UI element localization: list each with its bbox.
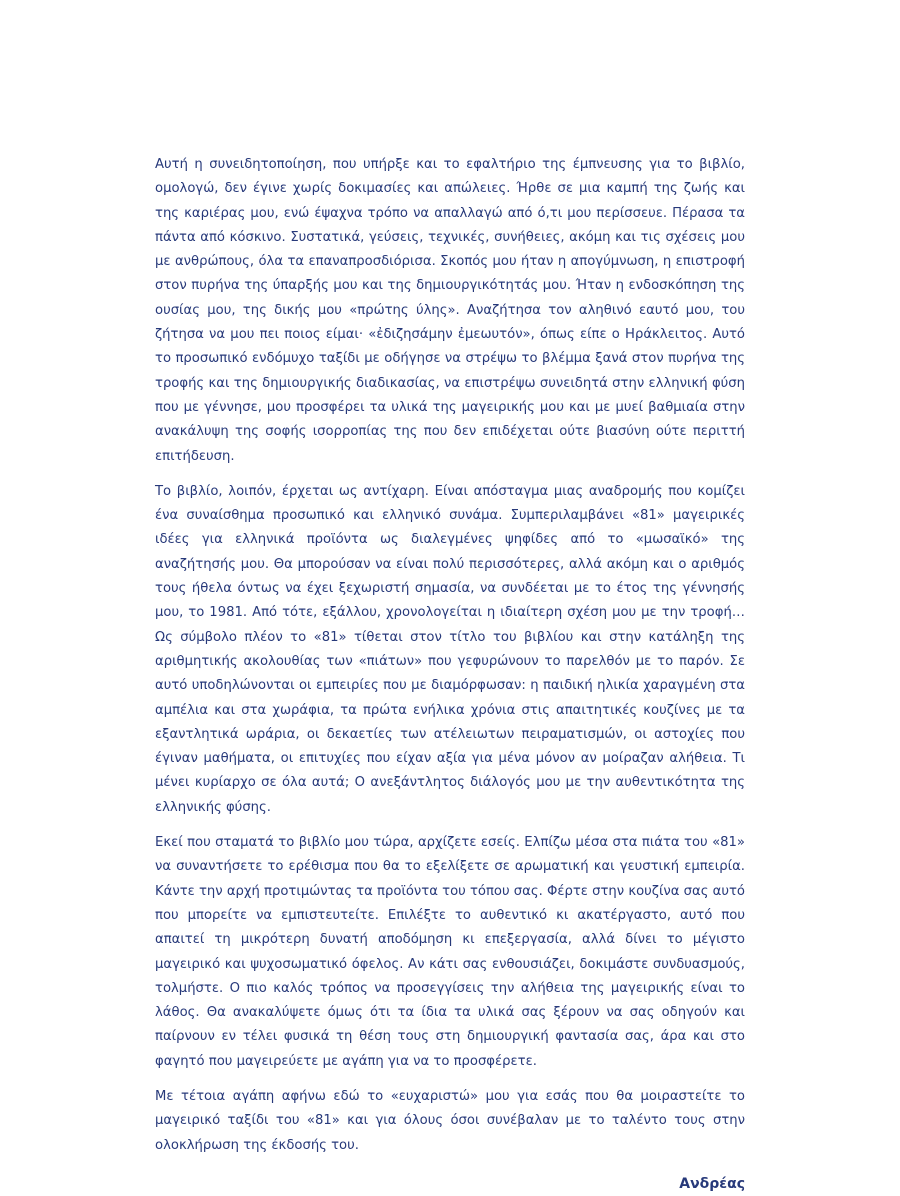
- author-signature: Ανδρέας: [679, 1175, 745, 1192]
- paragraph-3: Εκεί που σταματά το βιβλίο μου τώρα, αρχίζετε εσείς. Ελπίζω μέσα στα πιάτα του «81» να συναντήσετε το ερέθισμα που θα το εξελίξετε σε αρωματική και γευστική εμπειρία. Κάντε την αρχή προτιμώντας τα προϊόντα του τόπου σας. Φέρτε στην κουζίνα σας αυτό που μπορείτε να εμπιστευτείτε. Επιλέξτε το αυθεντικό κι ακατέργαστο, αυτό που απαιτεί τη μικρότερη δυνατή αποδόμηση κι επεξεργασία, αλλά δίνει το μέγιστο μαγειρικό και ψυχοσωματικό όφελος. Αν κάτι σας ενθουσιάζει, δοκιμάστε συνδυασμούς, τολμήστε. Ο πιο καλός τρόπος να προσεγγίσεις την αλήθεια της μαγειρικής είναι το λάθος. Θα ανακαλύψετε όμως ότι τα ίδια τα υλικά σας ξέρουν να σας οδηγούν και παίρνουν εν τέλει φυσικά τη θέση τους στη δημιουργική φαντασία σας, άρα και στο φαγητό που μαγειρεύετε με αγάπη για να το προσφέρετε.: [155, 835, 745, 1069]
- paragraph-4: Με τέτοια αγάπη αφήνω εδώ το «ευχαριστώ» μου για εσάς που θα μοιραστείτε το μαγειρικό ταξίδι του «81» και για όλους όσοι συνέβαλαν με το ταλέντο τους στην ολοκλήρωση της έκδοσής του.: [155, 1088, 745, 1153]
- paragraph-2: Το βιβλίο, λοιπόν, έρχεται ως αντίχαρη. Είναι απόσταγμα μιας αναδρομής που κομίζει ένα συναίσθημα προσωπικό και ελληνικό συνάμα. Συμπεριλαμβάνει «81» μαγειρικές ιδέες για ελληνικά προϊόντα ως διαλεγμένες ψηφίδες από το «μωσαϊκό» της αναζήτησής μου. Θα μπορούσαν να είναι πολύ περισσότερες, αλλά ακόμη και ο αριθμός τους ήθελα όντως να έχει ξεχωριστή σημασία, να συνδέεται με το έτος της γέννησής μου, το 1981. Από τότε, εξάλλου, χρονολογείται η ιδιαίτερη σχέση μου με την τροφή… Ως σύμβολο πλέον το «81» τίθεται στον τίτλο του βιβλίου και στην κατάληξη της αριθμητικής ακολουθίας των «πιάτων» που γεφυρώνουν το παρελθόν με το παρόν. Σε αυτό υποδηλώνονται οι εμπειρίες που με διαμόρφωσαν: η παιδική ηλικία χαραγμένη στα αμπέλια και στα χωράφια, τα πρώτα ενήλικα χρόνια στις απαιτητικές κουζίνες με τα εξαντλητικά ωράρια, οι δεκαετίες των ατέλειωτων πειραματισμών, οι αστοχίες που έγιναν μαθήματα, οι επιτυχίες που είχαν αξία για μένα μόνον αν μοίραζαν αλήθεια. Τι μένει κυρίαρχο σε όλα αυτά; Ο ανεξάντλητος διάλογός μου με την αυθεντικότητα της ελληνικής φύσης.: [155, 483, 745, 815]
- paragraph-1: Αυτή η συνειδητοποίηση, που υπήρξε και το εφαλτήριο της έμπνευσης για το βιβλίο, ομολογώ, δεν έγινε χωρίς δοκιμασίες και απώλειες. Ήρθε σε μια καμπή της ζωής και της καριέρας μου, ενώ έψαχνα τρόπο να απαλλαγώ από ό,τι μου περίσσευε. Πέρασα τα πάντα από κόσκινο. Συστατικά, γεύσεις, τεχνικές, συνήθειες, ακόμη και τις σχέσεις μου με ανθρώπους, όλα τα επαναπροσδιόρισα. Σκοπός μου ήταν η απογύμνωση, η επιστροφή στον πυρήνα της ύπαρξής μου και της δημιουργικότητάς μου. Ήταν η ενδοσκόπηση της ουσίας μου, της δικής μου «πρώτης ύλης». Αναζήτησα τον αληθινό εαυτό μου, του ζήτησα να μου πει ποιος είμαι· «ἐδιζησάμην ἐμεωυτόν», όπως είπε ο Ηράκλειτος. Αυτό το προσωπικό ενδόμυχο ταξίδι με οδήγησε να στρέψω το βλέμμα ξανά στον πυρήνα της τροφής και της δημιουργικής διαδικασίας, να επιστρέψω συνειδητά στην ελληνική φύση που με γέννησε, μου προσφέρει τα υλικά της μαγειρικής μου και με μυεί βαθμιαία στην ανακάλυψη της σοφής ισορροπίας της που δεν επιδέχεται ούτε βιασύνη ούτε περιττή επιτήδευση.: [155, 157, 745, 464]
- document-body: [155, 153, 745, 1196]
